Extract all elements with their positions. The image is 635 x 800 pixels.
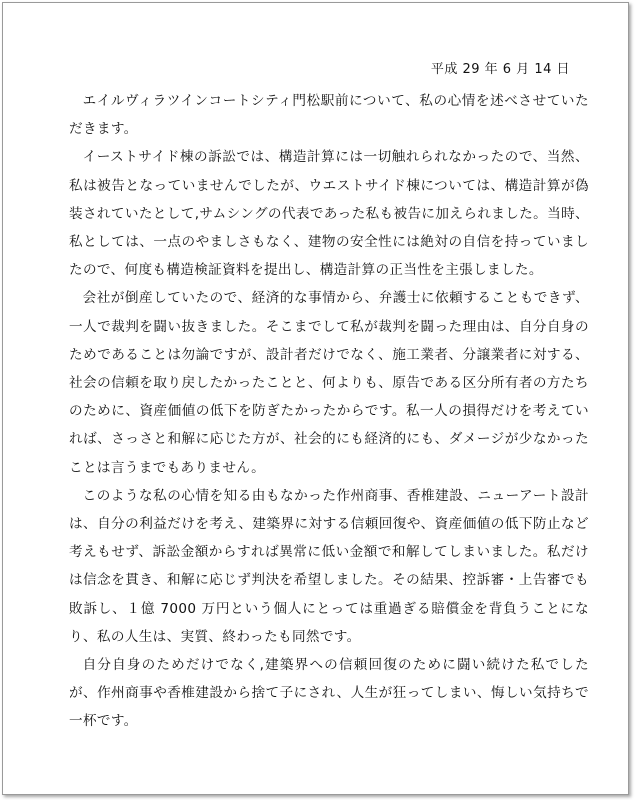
paragraph-5: 自分自身のためだけでなく,建築界への信頼回復のために闘い続けた私でしたが、作州商事や香椎建設から捨て子にされ、人生が狂ってしまい、悔しい気持ちで一杯です。 <box>69 657 589 730</box>
paragraph-2: イーストサイド棟の訴訟では、構造計算には一切触れられなかったので、当然、私は被告となっていませんでしたが、ウエストサイド棟については、構造計算が偽装されていたとして,サムシングの代表であった私も被告に加えられました。当時、私としては、一点のやましさもなく、建物の安全性には絶対の自信を持っていましたので、何度も構造検証資料を提出し、構造計算の正当性を主張しました。 <box>69 149 589 279</box>
paragraph-3: 会社が倒産していたので、経済的な事情から、弁護士に依頼することもできず、一人で裁判を闘い抜きました。そこまでして私が裁判を闘った理由は、自分自身のためであることは勿論ですが、設計者だけでなく、施工業者、分譲業者に対する、社会の信頼を取り戻したかったことと、何よりも、原告である区分所有者の方たちのために、資産価値の低下を防ぎたかったからです。私一人の損得だけを考えていれば、さっさと和解に応じた方が、社会的にも経済的にも、ダメージが少なかったことは言うまでもありません。 <box>69 290 589 476</box>
paragraph-4: このような私の心情を知る由もなかった作州商事、香椎建設、ニューアート設計は、自分の利益だけを考え、建築界に対する信頼回復や、資産価値の低下防止など考えもせず、訴訟金額からすれば異常に低い金額で和解してしまいました。私だけは信念を貫き、和解に応じず判決を希望しました。その結果、控訴審・上告審でも敗訴し、１億 7000 万円という個人にとっては重過ぎる賠償金を背負うことになり、私の人生は、実質、終わったも同然です。 <box>69 487 589 645</box>
document-date: 平成 29 年 6 月 14 日 <box>430 62 570 77</box>
document-body <box>69 87 589 736</box>
document-page <box>2 2 629 795</box>
paragraph-1: エイルヴィラツインコートシティ門松駅前について、私の心情を述べさせていただきます。 <box>69 93 589 138</box>
